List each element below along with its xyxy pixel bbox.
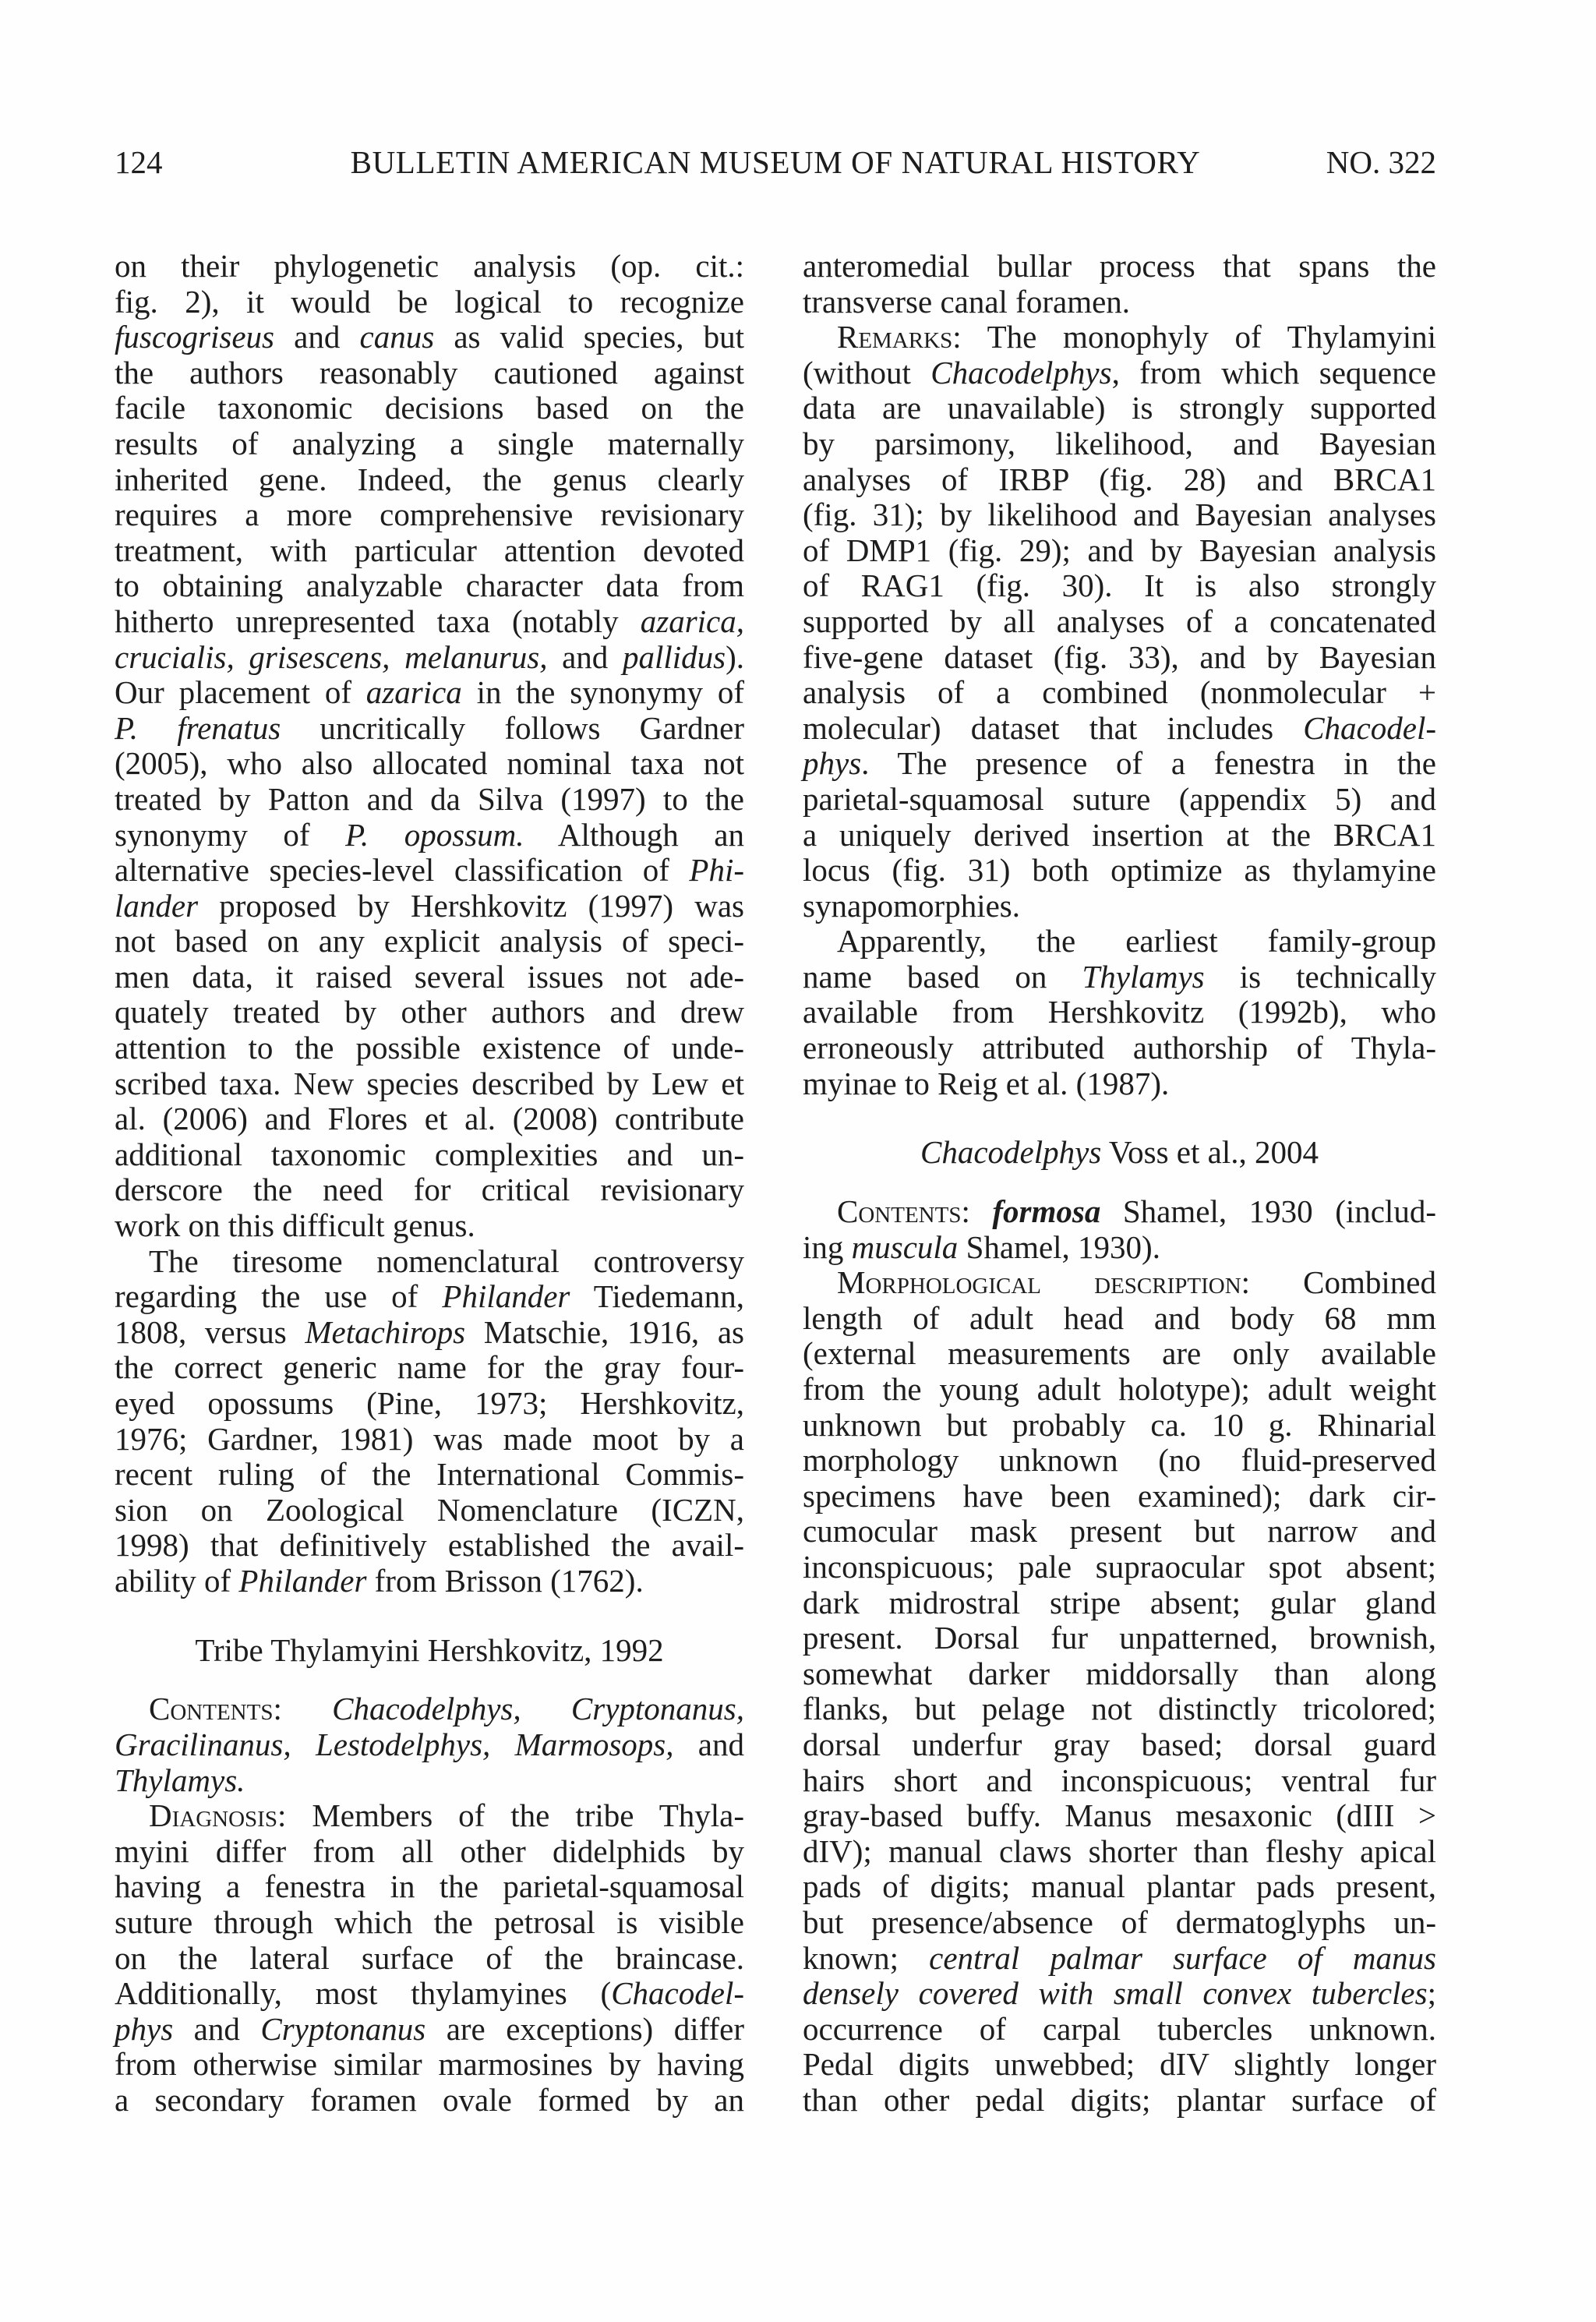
text-run: analyses of IRBP (fig. 28) and BRCA1: [803, 461, 1436, 497]
text-run: Our placement of: [115, 674, 366, 711]
text-run: eyed opossums (Pine, 1973; Hershkovitz,: [115, 1385, 744, 1421]
italic-text: lander: [115, 887, 199, 924]
text-run: occurrence of carpal tubercles unknown.: [803, 2010, 1436, 2047]
text-run: locus (fig. 31) both optimize as thylamyine: [803, 852, 1436, 889]
section-label: Contents:: [837, 1193, 970, 1230]
text-run: erroneously attributed authorship of Thyla-: [803, 1030, 1436, 1066]
italic-text: azarica,: [640, 603, 744, 639]
text-run: (fig. 31); by likelihood and Bayesian analyses: [803, 497, 1436, 533]
text-line: [803, 285, 1436, 320]
text-run: alternative species-level classification of: [115, 852, 690, 889]
text-run: synapomorphies.: [803, 887, 1020, 924]
text-line: [803, 249, 1436, 285]
text-line: [803, 1620, 1436, 1656]
text-run: Shamel, 1930 (includ-: [1100, 1193, 1436, 1230]
text-run: 1808, versus: [115, 1313, 305, 1350]
text-run: work on this difficult genus.: [115, 1207, 475, 1244]
text-run: hairs short and inconspicuous; ventral fur: [803, 1762, 1436, 1798]
text-run: suture through which the petrosal is visible: [115, 1903, 744, 1940]
text-run: attention to the possible existence of unde-: [115, 1030, 744, 1066]
text-run: not based on any explicit analysis of speci-: [115, 923, 744, 960]
text-run: of RAG1 (fig. 30). It is also strongly: [803, 567, 1436, 604]
text-line: [115, 889, 744, 924]
text-run: proposed by Hershkovitz (1997) was: [198, 887, 744, 924]
text-run: is technically: [1204, 958, 1437, 995]
text-run: but presence/absence of dermatoglyphs un-: [803, 1903, 1436, 1940]
italic-text: Chacodel-: [1303, 709, 1436, 746]
text-line: [803, 1479, 1436, 1514]
text-line: [115, 853, 744, 889]
text-line: [115, 640, 744, 676]
section-label: Morphological description:: [837, 1264, 1251, 1301]
text-run: pads of digits; manual plantar pads present,: [803, 1868, 1436, 1905]
text-run: than other pedal digits; plantar surface of: [803, 2081, 1436, 2118]
text-line: [115, 249, 744, 285]
italic-text: phys: [803, 745, 862, 782]
text-run: requires a more comprehensive revisionary: [115, 497, 744, 533]
text-run: Shamel, 1930).: [958, 1228, 1160, 1265]
text-run: synonymy of: [115, 816, 346, 853]
italic-text: Philander: [442, 1278, 570, 1315]
text-line: [115, 1030, 744, 1066]
text-line: [115, 355, 744, 391]
text-line: [803, 1514, 1436, 1550]
text-run: by parsimony, likelihood, and Bayesian: [803, 425, 1436, 461]
paragraph: [115, 1691, 744, 1798]
text-line: [803, 889, 1436, 924]
text-run: 1976; Gardner, 1981) was made moot by a: [115, 1420, 744, 1457]
text-line: [115, 711, 744, 747]
text-line: [803, 1976, 1436, 2012]
italic-text: P. opossum.: [345, 816, 524, 853]
text-line: [803, 711, 1436, 747]
text-run: length of adult head and body 68 mm: [803, 1299, 1436, 1336]
text-run: known;: [803, 1939, 930, 1976]
italic-text: densely covered with small convex tubercles: [803, 1975, 1428, 2012]
text-run: treatment, with particular attention devoted: [115, 532, 744, 568]
text-line: [115, 1905, 744, 1941]
section-heading: [803, 1135, 1436, 1171]
text-run: Tiedemann,: [570, 1278, 744, 1315]
text-run: supported by all analyses of a concatenated: [803, 603, 1436, 639]
right-text-column: [803, 249, 1436, 2118]
text-line: [803, 2012, 1436, 2048]
paragraph: [115, 249, 744, 1244]
text-line: [803, 995, 1436, 1030]
text-line: [803, 320, 1436, 355]
text-run: recent ruling of the International Commis-: [115, 1456, 744, 1493]
section-heading: [115, 1633, 744, 1669]
paragraph: [803, 924, 1436, 1101]
text-run: and: [274, 319, 360, 355]
paragraph: [803, 1194, 1436, 1265]
text-run: facile taxonomic decisions based on the: [115, 390, 744, 426]
text-run: ability of: [115, 1562, 239, 1599]
text-line: [115, 1941, 744, 1977]
text-run: Although an: [524, 816, 744, 853]
text-line: [803, 533, 1436, 569]
text-run: ;: [1427, 1975, 1436, 2012]
text-run: a secondary foramen ovale formed by an: [115, 2081, 744, 2118]
text-run: transverse canal foramen.: [803, 283, 1131, 320]
text-run: men data, it raised several issues not ade-: [115, 958, 744, 995]
text-line: [803, 1656, 1436, 1692]
text-run: Pedal digits unwebbed; dIV slightly longer: [803, 2046, 1436, 2083]
text-line: [803, 462, 1436, 498]
italic-text: Chacodelphys: [930, 354, 1112, 391]
text-run: flanks, but pelage not distinctly tricolored;: [803, 1691, 1436, 1727]
text-line: [115, 1137, 744, 1173]
text-line: [115, 1457, 744, 1493]
text-run: hitherto unrepresented taxa (notably: [115, 603, 641, 639]
text-run: having a fenestra in the parietal-squamosal: [115, 1868, 744, 1905]
page-number: 124: [115, 144, 163, 180]
text-run: parietal-squamosal suture (appendix 5) and: [803, 780, 1436, 817]
text-run: Members of the tribe Thyla-: [286, 1797, 744, 1834]
text-run: the authors reasonably cautioned against: [115, 354, 744, 391]
text-run: cumocular mask present but narrow and: [803, 1513, 1436, 1550]
text-line: [115, 462, 744, 498]
italic-text: azarica: [365, 674, 462, 711]
text-line: [803, 1869, 1436, 1905]
section-label: Diagnosis:: [149, 1797, 287, 1834]
italic-text: Thylamys.: [115, 1762, 245, 1798]
text-run: unknown but probably ca. 10 g. Rhinarial: [803, 1406, 1436, 1443]
text-run: a uniquely derived insertion at the BRCA1: [803, 816, 1436, 853]
text-line: [115, 1315, 744, 1351]
text-run: somewhat darker middorsally than along: [803, 1655, 1436, 1691]
text-line: [803, 1763, 1436, 1799]
text-run: uncritically follows Gardner: [281, 709, 744, 746]
text-line: [803, 1408, 1436, 1444]
text-run: Combined: [1250, 1264, 1436, 1301]
text-line: [803, 1905, 1436, 1941]
text-line: [115, 1493, 744, 1529]
italic-text: Metachirops: [305, 1313, 466, 1350]
text-run: and: [173, 2010, 261, 2047]
text-run: sion on Zoological Nomenclature (ICZN,: [115, 1491, 744, 1528]
text-run: , from which sequence: [1111, 354, 1436, 391]
text-line: [115, 1564, 744, 1599]
text-line: [803, 1372, 1436, 1408]
italic-text: Chacodelphys, Cryptonanus,: [281, 1691, 744, 1727]
paragraph: [803, 249, 1436, 320]
text-line: [115, 320, 744, 355]
text-run: and: [547, 638, 623, 675]
text-line: [115, 1244, 744, 1280]
text-run: myini differ from all other didelphids by: [115, 1833, 744, 1869]
text-line: [115, 1386, 744, 1422]
text-run: available from Hershkovitz (1992b), who: [803, 994, 1436, 1030]
italic-text: Thylamys: [1082, 958, 1205, 995]
text-run: The tiresome nomenclatural controversy: [149, 1242, 744, 1279]
text-run: inherited gene. Indeed, the genus clearly: [115, 461, 744, 497]
text-run: five-gene dataset (fig. 33), and by Bayesian: [803, 638, 1436, 675]
text-line: [115, 426, 744, 462]
text-line: [803, 1230, 1436, 1266]
text-run: Tribe Thylamyini Hershkovitz, 1992: [195, 1631, 664, 1668]
text-line: [115, 1798, 744, 1834]
text-run: data are unavailable) is strongly supported: [803, 390, 1436, 426]
text-run: derscore the need for critical revisionary: [115, 1172, 744, 1208]
text-run: molecular) dataset that includes: [803, 709, 1304, 746]
text-line: [115, 1691, 744, 1727]
text-line: [803, 1443, 1436, 1479]
text-line: [803, 675, 1436, 711]
text-line: [115, 391, 744, 426]
journal-title: BULLETIN AMERICAN MUSEUM OF NATURAL HISTORY: [350, 144, 1201, 180]
italic-text: muscula: [851, 1228, 959, 1265]
text-run: (without: [803, 354, 931, 391]
text-line: [803, 782, 1436, 818]
text-line: [803, 746, 1436, 782]
heading-line: [803, 1135, 1436, 1171]
italic-text: Phi-: [689, 852, 744, 889]
text-run: and: [673, 1726, 744, 1762]
text-run: from otherwise similar marmosines by having: [115, 2046, 744, 2083]
italic-text: pallidus: [622, 638, 726, 675]
italic-text: crucialis, grisescens, melanurus,: [115, 638, 548, 675]
text-run: in the synonymy of: [461, 674, 744, 711]
text-line: [803, 1550, 1436, 1585]
text-run: on their phylogenetic analysis (op. cit.:: [115, 248, 744, 284]
text-run: (external measurements are only available: [803, 1335, 1436, 1372]
text-line: [803, 1265, 1436, 1301]
text-line: [115, 497, 744, 533]
text-run: analysis of a combined (nonmolecular +: [803, 674, 1436, 711]
text-line: [115, 1172, 744, 1208]
text-line: [115, 1422, 744, 1458]
text-line: [115, 2083, 744, 2119]
text-line: [803, 1301, 1436, 1337]
text-line: [115, 1208, 744, 1244]
text-run: scribed taxa. New species described by Lew et: [115, 1065, 744, 1101]
paragraph: [115, 1244, 744, 1599]
italic-text: canus: [359, 319, 435, 355]
text-run: dark midrostral stripe absent; gular gland: [803, 1584, 1436, 1620]
text-line: [115, 1066, 744, 1102]
text-run: Apparently, the earliest family-group: [837, 923, 1436, 960]
paragraph: [115, 1798, 744, 2118]
italic-text: Philander: [238, 1562, 367, 1599]
text-line: [115, 995, 744, 1030]
text-run: fig. 2), it would be logical to recognize: [115, 283, 744, 320]
text-line: [803, 391, 1436, 426]
text-run: specimens have been examined); dark cir-: [803, 1477, 1436, 1514]
text-run: al. (2006) and Flores et al. (2008) contribute: [115, 1101, 744, 1137]
text-line: [115, 782, 744, 818]
italic-text: Chacodel-: [611, 1975, 744, 2012]
text-line: [115, 1763, 744, 1799]
left-text-column: [115, 249, 744, 2118]
text-run: to obtaining analyzable character data from: [115, 567, 744, 604]
text-line: [803, 1066, 1436, 1102]
text-line: [803, 2083, 1436, 2119]
text-run: Additionally, most thylamyines (: [115, 1975, 612, 2012]
text-run: regarding the use of: [115, 1278, 443, 1315]
text-line: [115, 1528, 744, 1564]
text-run: name based on: [803, 958, 1082, 995]
text-run: 1998) that definitively established the avail-: [115, 1527, 744, 1564]
italic-text: Gracilinanus, Lestodelphys, Marmosops,: [115, 1726, 674, 1762]
text-line: [803, 1691, 1436, 1727]
text-run: anteromedial bullar process that spans the: [803, 248, 1436, 284]
text-run: are exceptions) differ: [425, 2010, 745, 2047]
text-line: [115, 924, 744, 960]
text-run: Voss et al., 2004: [1101, 1134, 1319, 1171]
text-run: from Brisson (1762).: [366, 1562, 644, 1599]
text-run: from the young adult holotype); adult weight: [803, 1371, 1436, 1407]
text-run: ing: [803, 1228, 852, 1265]
italic-text: central palmar surface of manus: [929, 1939, 1436, 1976]
paragraph: [803, 1265, 1436, 2118]
text-line: [803, 853, 1436, 889]
text-line: [115, 1350, 744, 1386]
text-run: morphology unknown (no fluid-preserved: [803, 1442, 1436, 1479]
text-line: [115, 818, 744, 854]
text-line: [803, 1585, 1436, 1621]
text-run: myinae to Reig et al. (1987).: [803, 1065, 1170, 1101]
text-line: [803, 1194, 1436, 1230]
text-line: [115, 2012, 744, 2048]
paragraph: [803, 320, 1436, 924]
text-run: dorsal underfur gray based; dorsal guard: [803, 1726, 1436, 1762]
text-line: [803, 568, 1436, 604]
text-run: Matschie, 1916, as: [465, 1313, 744, 1350]
text-run: treated by Patton and da Silva (1997) to the: [115, 780, 744, 817]
text-line: [803, 497, 1436, 533]
text-line: [115, 675, 744, 711]
text-run: dIV); manual claws shorter than fleshy apical: [803, 1833, 1436, 1869]
text-line: [803, 924, 1436, 960]
italic-text: phys: [115, 2010, 174, 2047]
text-run: ).: [726, 638, 744, 675]
text-line: [115, 1869, 744, 1905]
text-line: [803, 1798, 1436, 1834]
text-line: [803, 604, 1436, 640]
text-run: . The presence of a fenestra in the: [861, 745, 1436, 782]
text-line: [115, 1976, 744, 2012]
text-run: present. Dorsal fur unpatterned, brownish,: [803, 1620, 1436, 1656]
text-line: [115, 1727, 744, 1763]
text-line: [803, 2047, 1436, 2083]
text-run: inconspicuous; pale supraocular spot absent;: [803, 1548, 1436, 1585]
text-line: [115, 285, 744, 320]
text-line: [115, 960, 744, 995]
text-line: [803, 640, 1436, 676]
text-run: The monophyly of Thylamyini: [961, 319, 1436, 355]
text-line: [115, 1834, 744, 1870]
issue-number: NO. 322: [1326, 144, 1436, 180]
text-line: [115, 1101, 744, 1137]
text-line: [803, 355, 1436, 391]
text-run: the correct generic name for the gray four-: [115, 1349, 744, 1386]
heading-line: [115, 1633, 744, 1669]
text-run: of DMP1 (fig. 29); and by Bayesian analysis: [803, 532, 1436, 568]
text-line: [803, 1727, 1436, 1763]
text-run: (2005), who also allocated nominal taxa not: [115, 745, 744, 782]
text-line: [115, 746, 744, 782]
section-label: Remarks:: [837, 319, 962, 355]
text-run: results of analyzing a single maternally: [115, 425, 744, 461]
text-run: gray-based buffy. Manus mesaxonic (dIII >: [803, 1797, 1436, 1834]
text-line: [803, 1030, 1436, 1066]
text-line: [115, 568, 744, 604]
text-line: [115, 604, 744, 640]
bold-italic-text: formosa: [969, 1193, 1101, 1230]
text-line: [803, 960, 1436, 995]
text-line: [803, 1941, 1436, 1977]
text-run: on the lateral surface of the braincase.: [115, 1939, 744, 1976]
text-run: quately treated by other authors and drew: [115, 994, 744, 1030]
text-line: [803, 1834, 1436, 1870]
text-line: [803, 426, 1436, 462]
text-line: [803, 1336, 1436, 1372]
text-run: additional taxonomic complexities and un-: [115, 1136, 744, 1172]
text-line: [803, 818, 1436, 854]
italic-text: fuscogriseus: [115, 319, 274, 355]
text-line: [115, 533, 744, 569]
section-label: Contents:: [149, 1691, 282, 1727]
italic-text: Chacodelphys: [920, 1134, 1102, 1171]
text-line: [115, 2047, 744, 2083]
italic-text: P. frenatus: [115, 709, 281, 746]
italic-text: Cryptonanus: [260, 2010, 426, 2047]
text-line: [115, 1279, 744, 1315]
text-run: as valid species, but: [434, 319, 745, 355]
